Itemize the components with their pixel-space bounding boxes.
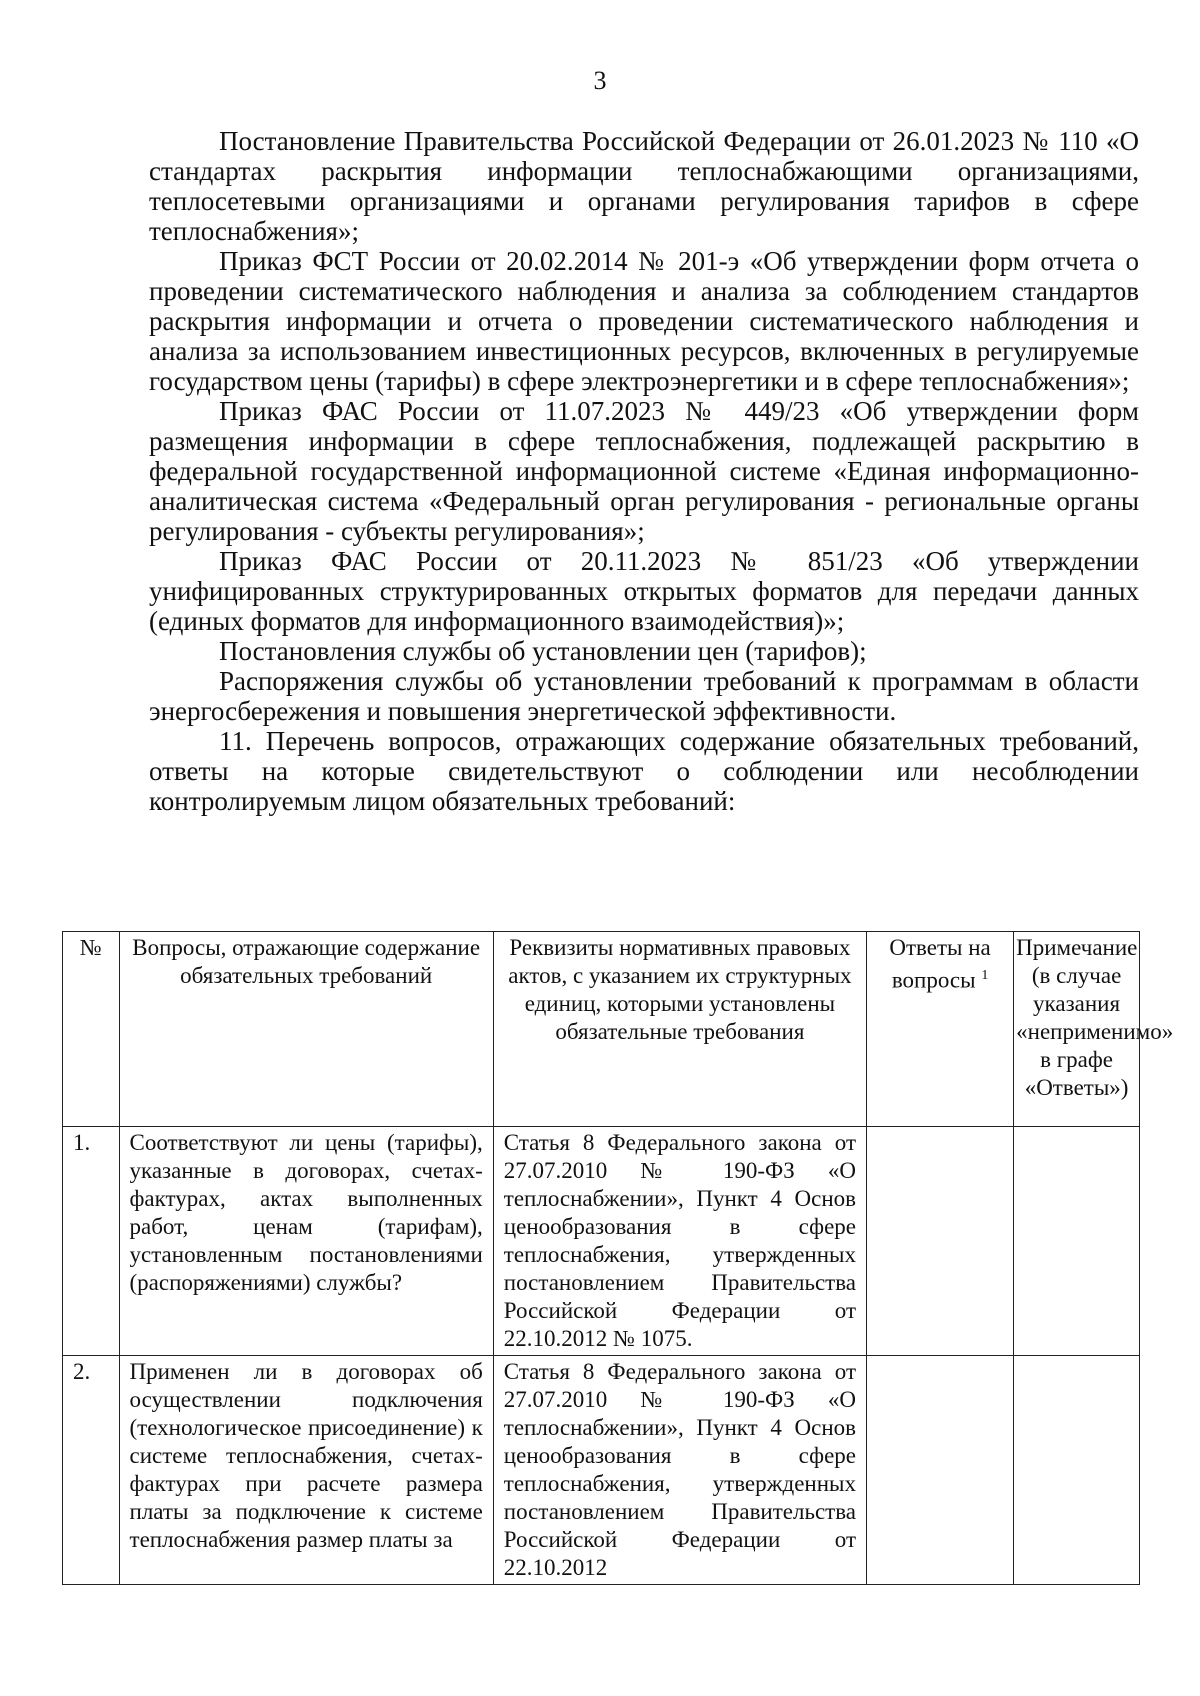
row-number: 2. <box>63 1356 120 1585</box>
paragraph-decree-110: Постановление Правительства Российской Федерации от 26.01.2023 № 110 «О стандартах раскрытия информации теплоснабжающими организациями, теплосетевыми организациями и органами регулирования тарифов в сфере теплоснабжения»; <box>149 126 1139 246</box>
page-number: 3 <box>593 66 607 95</box>
table-header-row <box>63 932 1140 1127</box>
row-number: 1. <box>63 1127 120 1356</box>
row-question: Соответствуют ли цены (тарифы), указанные в договорах, счетах-фактурах, актах выполненных работ, ценам (тарифам), установленным постановлениями (распоряжениями) службы? <box>119 1127 493 1356</box>
row-note <box>1014 1356 1140 1585</box>
row-answer <box>867 1127 1014 1356</box>
paragraph-order-851: Приказ ФАС России от 20.11.2023 № 851/23 «Об утверждении унифицированных структурированных открытых форматов для передачи данных (единых форматов для информационного взаимодействия)»; <box>149 546 1139 636</box>
header-number: № <box>63 932 120 1127</box>
paragraph-order-449: Приказ ФАС России от 11.07.2023 № 449/23 «Об утверждении форм размещения информации в сфере теплоснабжения, подлежащей раскрытию в федеральной государственной информационной системе «Единая информационно-аналитическая система «Федеральный орган регулирования - региональные органы регулирования - субъекты регулирования»; <box>149 396 1139 546</box>
requirements-table <box>62 931 1174 1585</box>
header-answers-label: Ответы на вопросы <box>889 935 991 993</box>
header-answers <box>867 932 1014 1127</box>
paragraph-item-11: 11. Перечень вопросов, отражающих содержание обязательных требований, ответы на которые свидетельствуют о соблюдении или несоблюдении контролируемым лицом обязательных требований: <box>149 726 1139 816</box>
table-row <box>63 1356 1140 1585</box>
header-requisites: Реквизиты нормативных правовых актов, с указанием их структурных единиц, которыми установлены обязательные требования <box>493 932 866 1127</box>
row-requisites: Статья 8 Федерального закона от 27.07.2010 № 190-ФЗ «О теплоснабжении», Пункт 4 Основ ценообразования в сфере теплоснабжения, утвержденных постановлением Правительства Российской Федерации от 22.10.2012 <box>493 1356 866 1585</box>
paragraph-order-201e: Приказ ФСТ России от 20.02.2014 № 201-э «Об утверждении форм отчета о проведении систематического наблюдения и анализа за соблюдением стандартов раскрытия информации и отчета о проведении систематического наблюдения и анализа за использованием инвестиционных ресурсов, включенных в регулируемые государством цены (тарифы) в сфере электроэнергетики и в сфере теплоснабжения»; <box>149 246 1139 396</box>
row-answer <box>867 1356 1014 1585</box>
row-question: Применен ли в договорах об осуществлении подключения (технологическое присоединение) к системе теплоснабжения, счетах-фактурах при расчете размера платы за подключение к системе теплоснабжения размер платы за <box>119 1356 493 1585</box>
paragraph-tariff-resolutions: Постановления службы об установлении цен (тарифов); <box>219 636 867 666</box>
paragraph-energy-saving: Распоряжения службы об установлении требований к программам в области энергосбережения и повышения энергетической эффективности. <box>149 666 1139 726</box>
row-requisites: Статья 8 Федерального закона от 27.07.2010 № 190-ФЗ «О теплоснабжении», Пункт 4 Основ ценообразования в сфере теплоснабжения, утвержденных постановлением Правительства Российской Федерации от 22.10.2012 № 1075. <box>493 1127 866 1356</box>
row-note <box>1014 1127 1140 1356</box>
footnote-marker: 1 <box>981 968 989 983</box>
header-questions: Вопросы, отражающие содержание обязательных требований <box>119 932 493 1127</box>
table-row <box>63 1127 1140 1356</box>
header-notes: Примечание (в случае указания «неприменимо» в графе «Ответы») <box>1014 932 1140 1127</box>
body-text <box>149 126 1139 816</box>
